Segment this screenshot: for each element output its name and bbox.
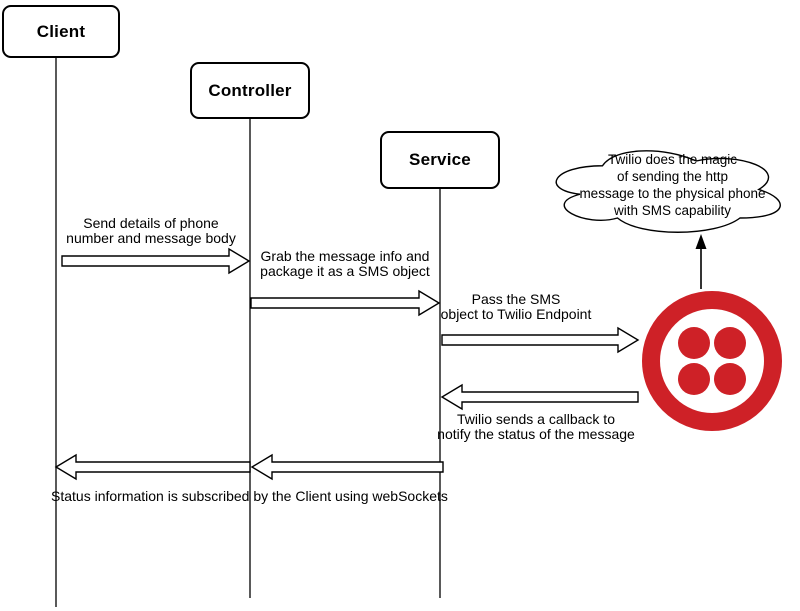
actor-label: Client bbox=[36, 21, 86, 41]
message-label-line: notify the status of the message bbox=[437, 426, 635, 442]
message-label-twilio-callback bbox=[426, 412, 646, 442]
arrow-service-to-twilio bbox=[442, 328, 638, 352]
arrow-controller-to-service bbox=[251, 291, 439, 315]
message-label-send-details bbox=[40, 216, 262, 246]
actor-box-service bbox=[380, 131, 500, 189]
message-label-line: Status information is subscribed by the Client using webSockets bbox=[51, 488, 448, 504]
twilio-logo-dot bbox=[714, 327, 746, 359]
message-label-line: Pass the SMS bbox=[471, 291, 561, 307]
message-label-line: package it as a SMS object bbox=[260, 263, 430, 279]
message-label-line: Send details of phone bbox=[83, 215, 219, 231]
cloud-note-line: with SMS capability bbox=[613, 203, 732, 218]
arrow-twilio-to-service bbox=[442, 385, 638, 409]
cloud-note-line: message to the physical phone bbox=[579, 186, 766, 201]
cloud-note-line: of sending the http bbox=[616, 169, 729, 184]
arrow-client-to-controller bbox=[62, 249, 249, 273]
cloud-note-text bbox=[570, 151, 775, 219]
twilio-logo-dot bbox=[678, 363, 710, 395]
message-label-status-subscription bbox=[51, 489, 471, 504]
actor-box-controller bbox=[190, 62, 310, 119]
arrow-twilio-to-cloud-head bbox=[696, 234, 707, 249]
message-label-line: Grab the message info and bbox=[260, 248, 430, 264]
actor-label: Service bbox=[409, 150, 471, 169]
message-label-line: number and message body bbox=[66, 230, 236, 246]
message-label-pass-sms bbox=[416, 292, 616, 322]
twilio-logo-dot bbox=[678, 327, 710, 359]
actor-box-client bbox=[2, 5, 120, 58]
twilio-logo-icon bbox=[651, 300, 773, 422]
actor-label: Controller bbox=[208, 80, 292, 100]
arrow-controller-to-client bbox=[56, 455, 250, 479]
message-label-line: object to Twilio Endpoint bbox=[440, 306, 592, 322]
cloud-note-line: Twilio does the magic bbox=[607, 152, 738, 167]
message-label-line: Twilio sends a callback to bbox=[457, 411, 615, 427]
message-label-grab-message bbox=[244, 249, 446, 279]
twilio-logo-dot bbox=[714, 363, 746, 395]
arrow-service-to-controller bbox=[252, 455, 443, 479]
twilio-logo-ring bbox=[651, 300, 773, 422]
